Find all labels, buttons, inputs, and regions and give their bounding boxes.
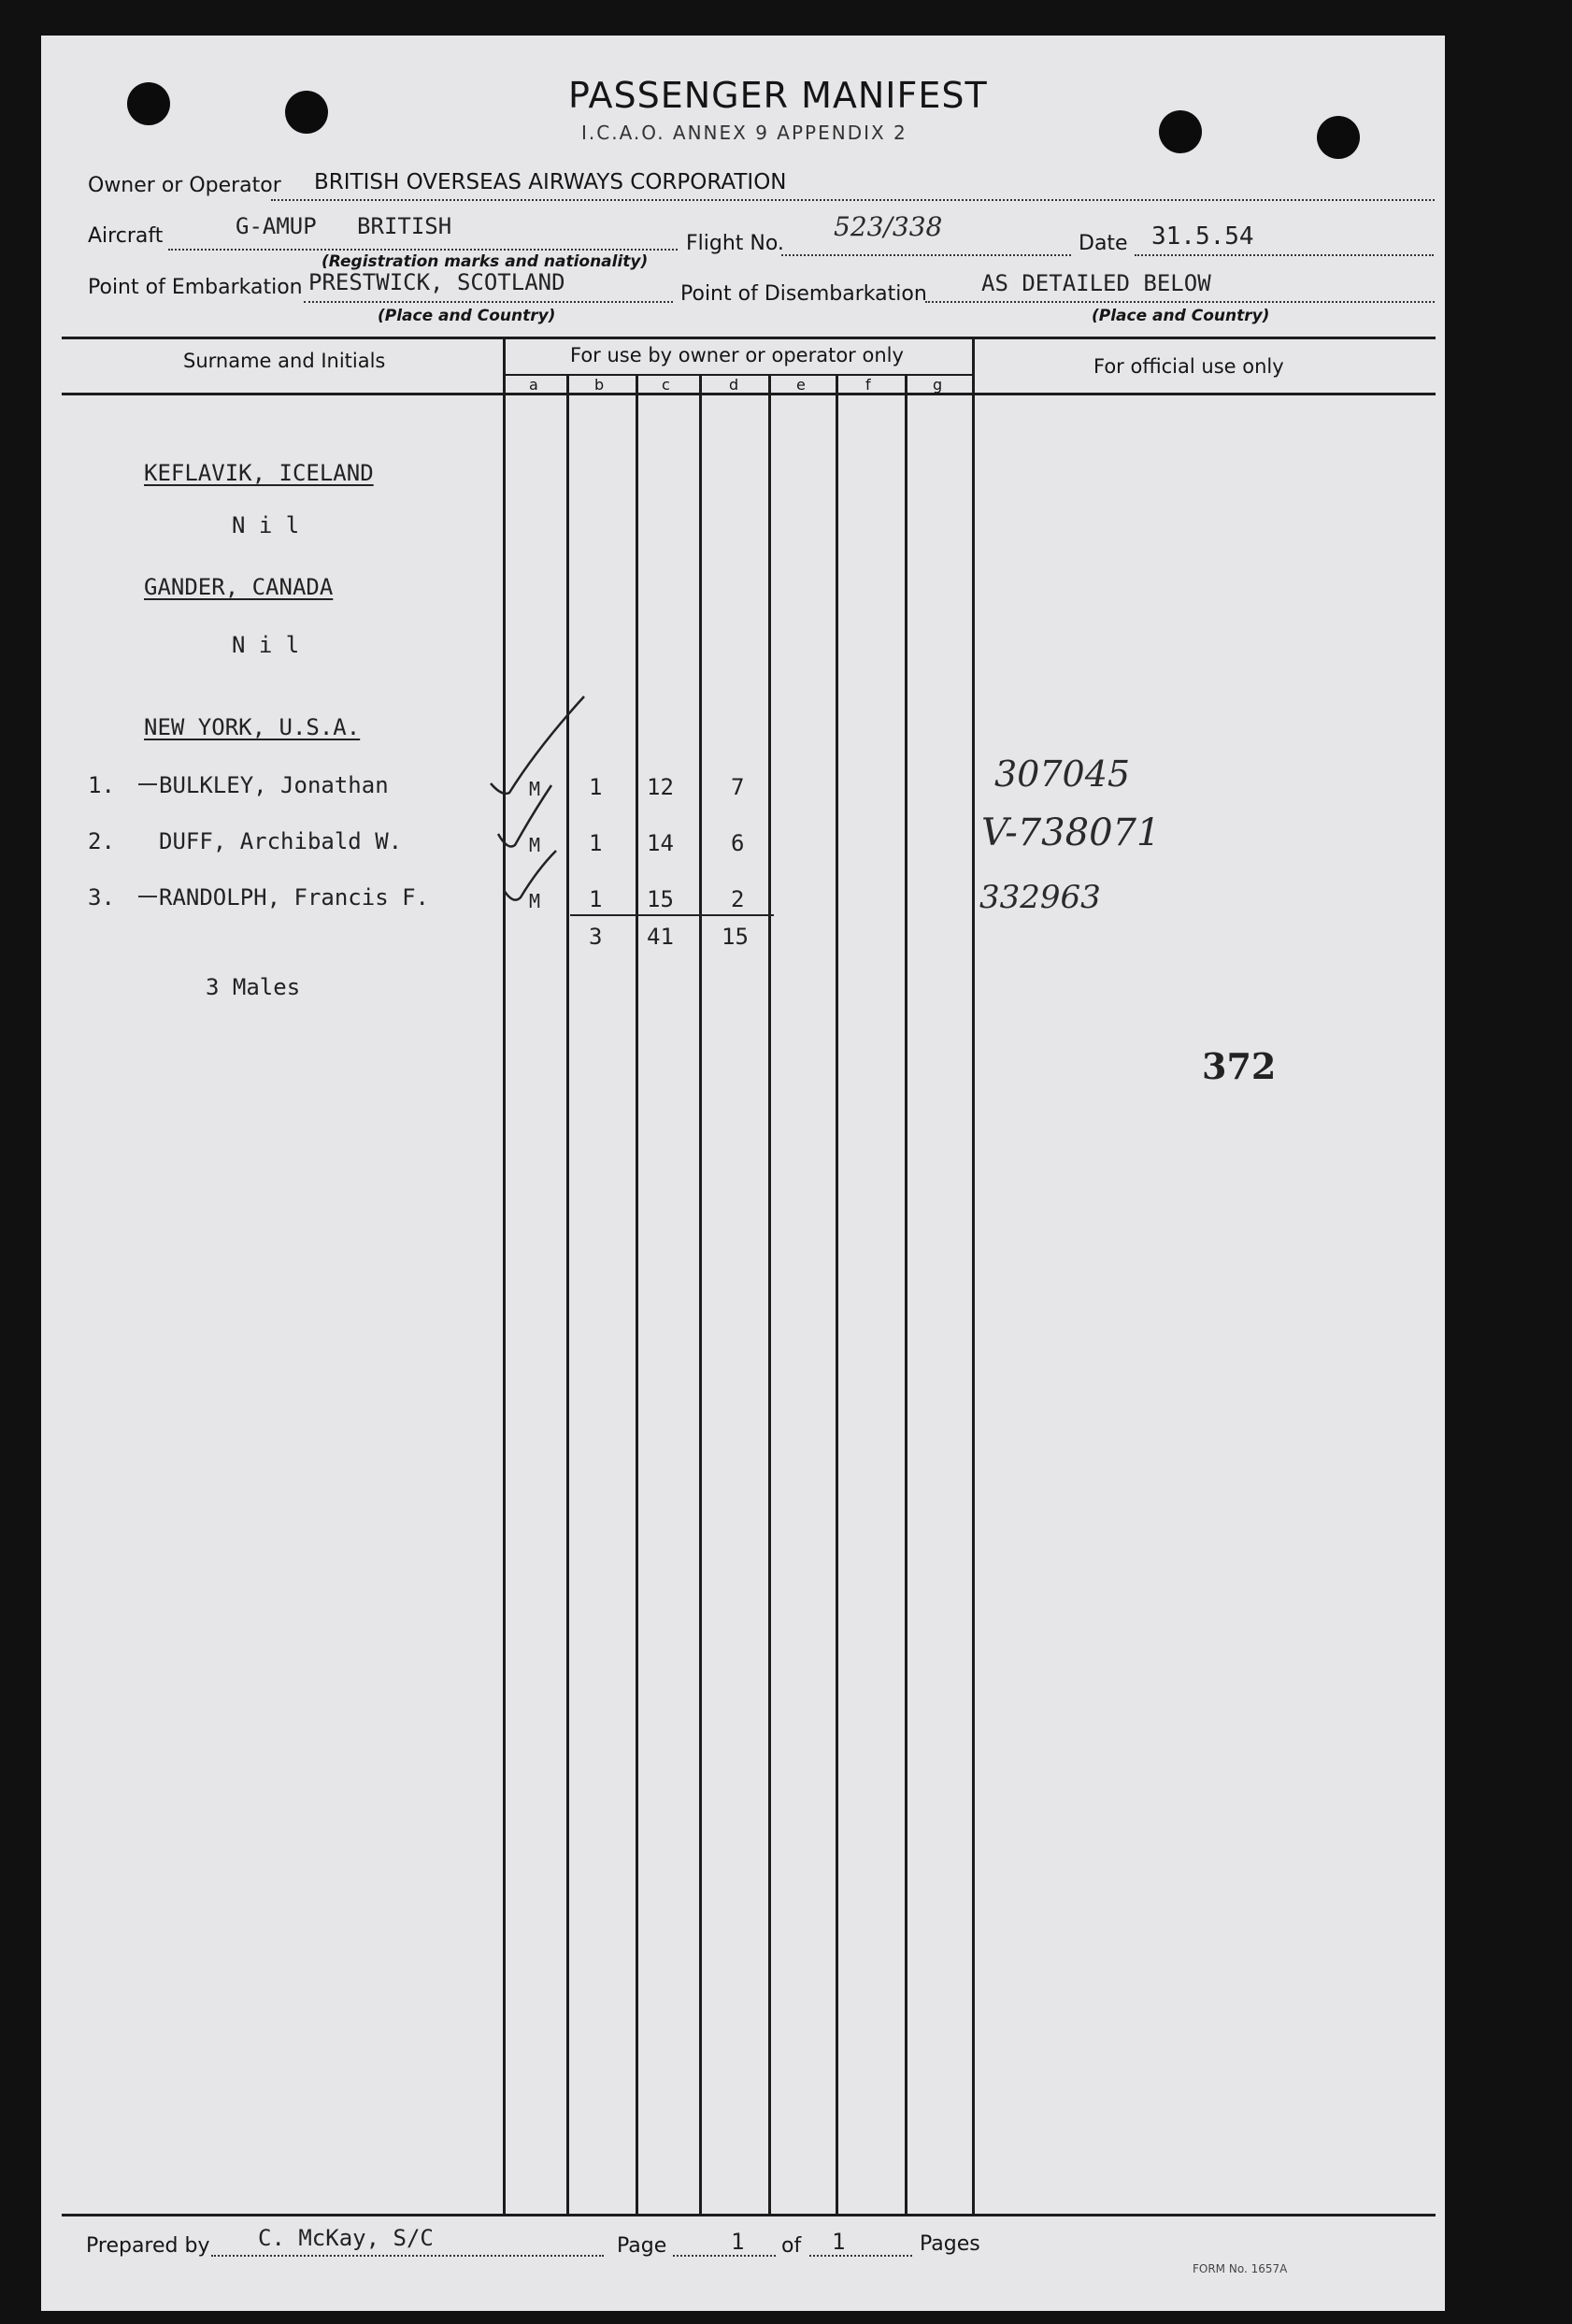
stop-note: N i l bbox=[232, 512, 300, 538]
stamp-number: 372 bbox=[1202, 1045, 1277, 1087]
sex-cell: M bbox=[529, 834, 541, 856]
flight-label: Flight No. bbox=[686, 232, 784, 255]
subheader-b: b bbox=[594, 376, 605, 394]
row-number: 1. bbox=[88, 772, 115, 798]
cell-c: 15 bbox=[647, 886, 674, 912]
cell-d: 6 bbox=[731, 830, 745, 856]
table-top-rule bbox=[62, 337, 1436, 339]
stop-place: NEW YORK, U.S.A. bbox=[144, 714, 361, 740]
sex-cell: M bbox=[529, 778, 541, 800]
summary-count: 3 Males bbox=[206, 974, 301, 1000]
embarkation-label: Point of Embarkation bbox=[88, 276, 303, 299]
cell-b: 1 bbox=[589, 774, 603, 800]
form-title: PASSENGER MANIFEST bbox=[568, 75, 988, 116]
col-divider-d bbox=[699, 374, 702, 2214]
embarkation-value: PRESTWICK, SCOTLAND bbox=[308, 269, 565, 295]
date-label: Date bbox=[1079, 232, 1128, 255]
aircraft-value: G-AMUP BRITISH bbox=[236, 213, 452, 239]
page-dotted-line bbox=[673, 2255, 776, 2257]
aircraft-dotted-line bbox=[168, 249, 678, 251]
owner-dotted-line bbox=[271, 199, 1435, 201]
totals-rule bbox=[570, 914, 774, 916]
row-number: 2. bbox=[88, 828, 115, 854]
date-value: 31.5.54 bbox=[1151, 222, 1254, 251]
place-country-left: (Place and Country) bbox=[378, 307, 556, 325]
disembarkation-value: AS DETAILED BELOW bbox=[981, 270, 1211, 296]
punch-hole bbox=[1159, 110, 1202, 153]
stop-place: GANDER, CANADA bbox=[144, 574, 334, 600]
subheader-a: a bbox=[529, 376, 538, 394]
header-official: For official use only bbox=[1093, 355, 1284, 378]
page-value: 1 bbox=[731, 2229, 745, 2255]
subcolumn-rule bbox=[505, 374, 974, 376]
flight-dotted-line bbox=[781, 254, 1071, 256]
passenger-name: RANDOLPH, Francis F. bbox=[159, 884, 429, 911]
cell-c: 12 bbox=[647, 774, 674, 800]
punch-hole bbox=[1317, 116, 1360, 159]
subheader-e: e bbox=[796, 376, 806, 394]
header-surname: Surname and Initials bbox=[183, 350, 386, 372]
check-marks bbox=[481, 692, 593, 916]
passenger-name: BULKLEY, Jonathan bbox=[159, 772, 389, 798]
row-number: 3. bbox=[88, 884, 115, 911]
stop-place: KEFLAVIK, ICELAND bbox=[144, 460, 374, 486]
flight-value: 523/338 bbox=[834, 211, 943, 242]
pages-dotted-line bbox=[809, 2255, 912, 2257]
pages-value: 1 bbox=[832, 2229, 846, 2255]
col-divider-a bbox=[503, 337, 506, 2214]
subheader-d: d bbox=[729, 376, 739, 394]
cell-d: 7 bbox=[731, 774, 745, 800]
prepared-value: C. McKay, S/C bbox=[258, 2225, 434, 2251]
cell-c: 14 bbox=[647, 830, 674, 856]
cell-b: 1 bbox=[589, 830, 603, 856]
date-dotted-line bbox=[1135, 254, 1434, 256]
col-divider-c bbox=[636, 374, 638, 2214]
passenger-name: DUFF, Archibald W. bbox=[159, 828, 403, 854]
subheader-g: g bbox=[933, 376, 943, 394]
cell-d: 2 bbox=[731, 886, 745, 912]
dash-mark bbox=[138, 896, 157, 897]
col-divider-official bbox=[972, 337, 975, 2214]
disembarkation-label: Point of Disembarkation bbox=[680, 282, 927, 306]
disembarkation-dotted-line bbox=[925, 301, 1435, 303]
table-bottom-rule bbox=[62, 2214, 1436, 2216]
registration-note: (Registration marks and nationality) bbox=[322, 252, 649, 271]
pages-label: Pages bbox=[920, 2232, 980, 2256]
col-divider-b bbox=[566, 374, 569, 2214]
table-header-rule bbox=[62, 393, 1436, 395]
subheader-f: f bbox=[865, 376, 871, 394]
of-label: of bbox=[781, 2234, 802, 2258]
punch-hole bbox=[127, 82, 170, 125]
owner-value: BRITISH OVERSEAS AIRWAYS CORPORATION bbox=[314, 170, 787, 194]
sex-cell: M bbox=[529, 890, 541, 912]
form-subtitle: I.C.A.O. ANNEX 9 APPENDIX 2 bbox=[581, 122, 907, 144]
aircraft-label: Aircraft bbox=[88, 224, 164, 248]
official-number: 307045 bbox=[994, 753, 1131, 795]
header-owner-use: For use by owner or operator only bbox=[570, 344, 904, 366]
total-c: 41 bbox=[647, 924, 674, 950]
form-number: FORM No. 1657A bbox=[1193, 2262, 1288, 2275]
cell-b: 1 bbox=[589, 886, 603, 912]
stop-note: N i l bbox=[232, 632, 300, 658]
col-divider-f bbox=[836, 374, 838, 2214]
punch-hole bbox=[285, 91, 328, 134]
prepared-label: Prepared by bbox=[86, 2234, 210, 2258]
col-divider-g bbox=[905, 374, 907, 2214]
place-country-right: (Place and Country) bbox=[1092, 307, 1270, 325]
embarkation-dotted-line bbox=[304, 301, 673, 303]
subheader-c: c bbox=[662, 376, 670, 394]
total-d: 15 bbox=[722, 924, 749, 950]
prepared-dotted-line bbox=[211, 2255, 604, 2257]
dash-mark bbox=[138, 783, 157, 785]
official-number: 332963 bbox=[979, 879, 1101, 916]
official-number: V-738071 bbox=[981, 811, 1161, 854]
page-label: Page bbox=[617, 2234, 667, 2258]
total-b: 3 bbox=[589, 924, 603, 950]
owner-label: Owner or Operator bbox=[88, 174, 281, 197]
col-divider-e bbox=[768, 374, 771, 2214]
